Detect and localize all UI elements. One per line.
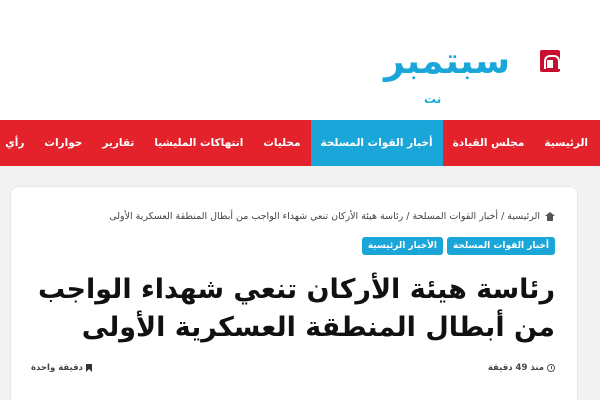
- breadcrumb-current: رئاسة هيئة الأركان تنعي شهداء الواجب من أبطال المنطقة العسكرية الأولى: [109, 211, 404, 222]
- breadcrumb-home-link[interactable]: الرئيسية: [507, 211, 540, 222]
- nav-item-local[interactable]: محليات: [263, 137, 301, 149]
- nav-item-reports[interactable]: تقارير: [102, 137, 135, 149]
- logo-subtext: نت: [424, 92, 442, 106]
- breadcrumb-separator: /: [406, 211, 410, 222]
- article-card: [10, 186, 578, 400]
- logo-text: سبتمبر: [384, 41, 511, 82]
- article-title: رئاسة هيئة الأركان تنعي شهداء الواجب من أبطال المنطقة العسكرية الأولى: [37, 274, 555, 343]
- main-nav: [0, 120, 600, 166]
- tag-armed-forces-news[interactable]: أخبار القوات المسلحة: [447, 237, 555, 255]
- bookmark-icon: [86, 364, 92, 372]
- nav-item-armed-forces-news[interactable]: أخبار القوات المسلحة: [311, 120, 443, 166]
- logo-emblem-icon: [540, 50, 560, 72]
- nav-item-home[interactable]: الرئيسية: [544, 137, 588, 149]
- site-header: [0, 0, 600, 120]
- breadcrumb: [109, 211, 555, 222]
- article-read-time: [31, 363, 92, 373]
- clock-icon: [547, 364, 555, 372]
- nav-item-militia-violations[interactable]: انتهاكات المليشيا: [154, 137, 244, 149]
- nav-item-leadership-council[interactable]: مجلس القيادة: [452, 137, 525, 149]
- site-logo[interactable]: [382, 34, 564, 118]
- tag-main-news[interactable]: الأخبار الرئيسية: [362, 237, 443, 255]
- time-ago-text: منذ 49 دقيقة: [487, 363, 544, 373]
- article-tags: [362, 237, 555, 255]
- breadcrumb-separator: /: [501, 211, 505, 222]
- home-icon: [545, 212, 555, 221]
- nav-item-interviews[interactable]: حوارات: [44, 137, 83, 149]
- breadcrumb-section-link[interactable]: أخبار القوات المسلحة: [412, 211, 499, 222]
- read-time-text: دقيقة واحدة: [31, 363, 83, 373]
- article-time: [488, 363, 555, 373]
- nav-item-opinion[interactable]: رأي: [5, 137, 25, 149]
